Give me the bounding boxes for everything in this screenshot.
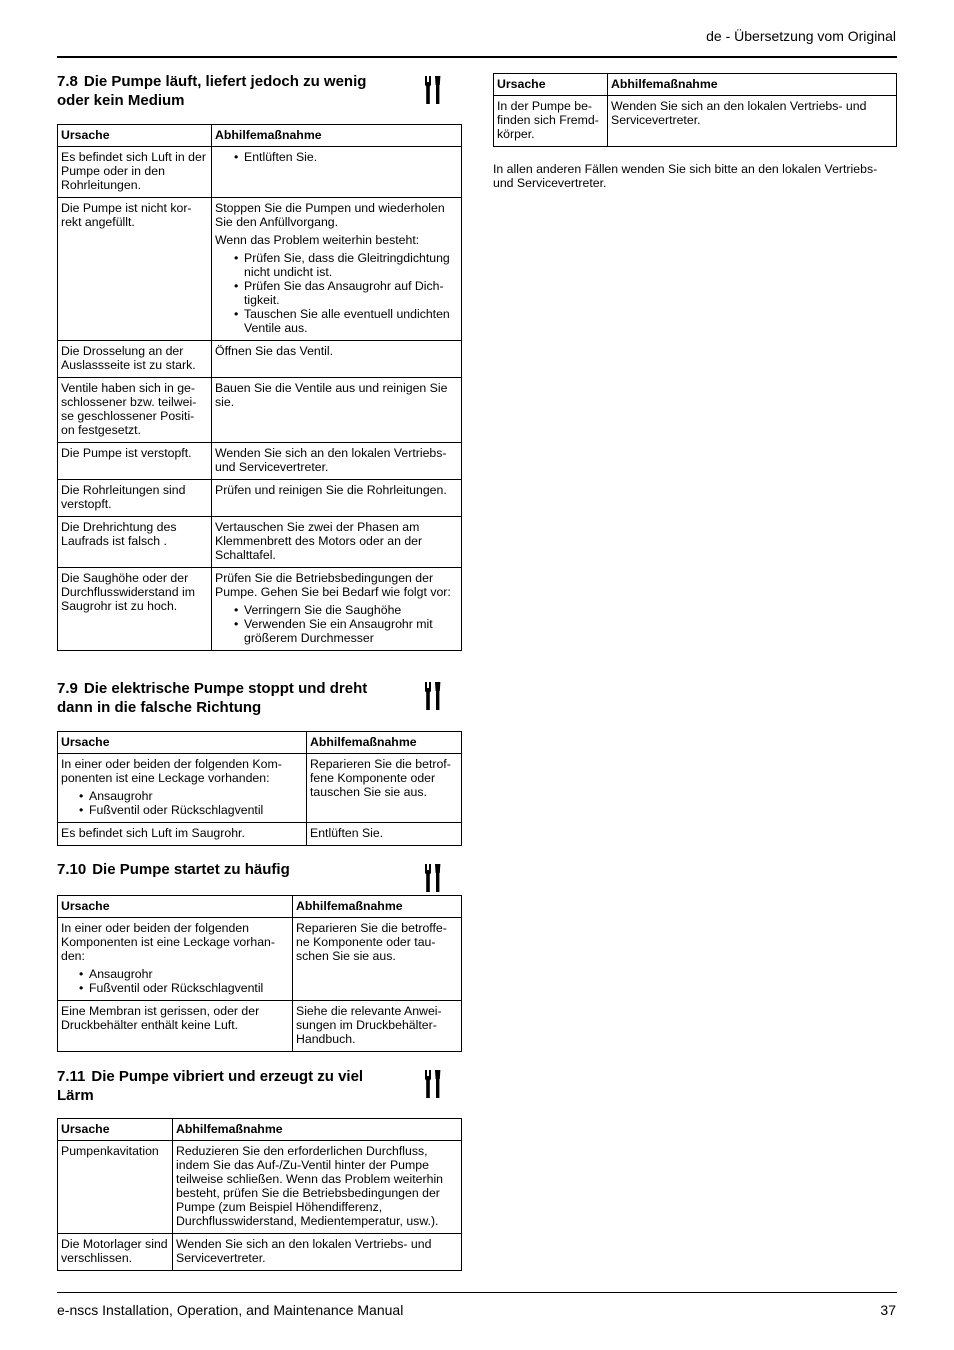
column-header-cause: Ursache <box>494 74 608 96</box>
cause-cell: Die Motorlager sind verschlissen. <box>58 1234 173 1271</box>
remedy-cell: Reduzieren Sie den erforderlichen Durchfluss, indem Sie das Auf-/Zu-Ventil hinter der Pumpe teilweise schließen. Wenn das Problem weiterhin besteht, prüfen Sie die Betriebsbedingungen der Pumpe (zum Beispiel Höhendifferenz, Durchflusswiderstand, Medientemperatur, usw.). <box>173 1141 462 1234</box>
troubleshooting-table-7-9 <box>57 731 462 846</box>
list-item: • Ansaugrohr <box>89 967 289 981</box>
table-header-row <box>58 1119 462 1141</box>
section-number: 7.11 <box>57 1068 86 1085</box>
list-item: • Entlüften Sie. <box>244 150 458 164</box>
column-header-remedy: Abhilfemaßnahme <box>212 125 462 147</box>
list-item: • Prüfen Sie, dass die Gleitringdichtung nicht undicht ist. <box>244 251 458 279</box>
column-header-cause: Ursache <box>58 732 307 754</box>
section-title-7-9 <box>57 679 402 717</box>
cause-cell: Es befindet sich Luft im Saugrohr. <box>58 823 307 846</box>
cause-cell: Pumpenkavitation <box>58 1141 173 1234</box>
table-row <box>58 443 462 480</box>
remedy-cell <box>212 147 462 198</box>
table-header-row <box>58 896 462 918</box>
remedy-cell: Bauen Sie die Ventile aus und reinigen Sie sie. <box>212 378 462 443</box>
footer-rule <box>57 1292 897 1293</box>
header-rule <box>57 56 897 58</box>
table-row <box>58 823 462 846</box>
remedy-cell: Entlüften Sie. <box>307 823 462 846</box>
cause-cell: Ventile haben sich in ge- schlossener bzw. teilwei- se geschlossener Positi- on festgesetzt. <box>58 378 212 443</box>
remedy-cell: Öffnen Sie das Ventil. <box>212 341 462 378</box>
cause-cell: Die Pumpe ist verstopft. <box>58 443 212 480</box>
table-row <box>58 198 462 341</box>
table-row <box>58 378 462 443</box>
wrench-screwdriver-icon <box>424 76 442 104</box>
list-item: • Prüfen Sie das Ansaugrohr auf Dich- tigkeit. <box>244 279 458 307</box>
section-title-text: Die elektrische Pumpe stoppt und dreht dann in die falsche Richtung <box>57 680 368 716</box>
remedy-list <box>215 251 458 335</box>
column-header-remedy: Abhilfemaßnahme <box>608 74 897 96</box>
remedy-cell <box>212 568 462 651</box>
wrench-screwdriver-icon <box>424 682 442 710</box>
column-header-remedy: Abhilfemaßnahme <box>293 896 462 918</box>
table-row <box>58 1001 462 1052</box>
page-number: 37 <box>880 1302 896 1318</box>
section-title-text: Die Pumpe startet zu häufig <box>92 861 290 878</box>
cause-cell: Die Drosselung an der Auslassseite ist zu stark. <box>58 341 212 378</box>
cause-cell: Es befindet sich Luft in der Pumpe oder in den Rohrleitungen. <box>58 147 212 198</box>
remedy-cell <box>212 198 462 341</box>
table-row <box>58 1141 462 1234</box>
table-row <box>58 147 462 198</box>
list-item: • Fußventil oder Rückschlagventil <box>89 803 303 817</box>
column-header-remedy: Abhilfemaßnahme <box>307 732 462 754</box>
cause-text: In einer oder beiden der folgenden Komponenten ist eine Leckage vorhan- den: <box>61 921 275 963</box>
remedy-cell: Wenden Sie sich an den lokalen Vertriebs- und Servicevertreter. <box>173 1234 462 1271</box>
troubleshooting-table-7-8 <box>57 124 462 651</box>
section-title-7-11 <box>57 1067 402 1105</box>
troubleshooting-table-continued <box>493 73 897 147</box>
table-row <box>58 517 462 568</box>
remedy-cell: Reparieren Sie die betrof- fene Komponente oder tauschen Sie sie aus. <box>307 754 462 823</box>
troubleshooting-table-7-11 <box>57 1118 462 1271</box>
column-header-cause: Ursache <box>58 1119 173 1141</box>
section-title-7-10 <box>57 860 402 879</box>
cause-list <box>61 789 303 817</box>
section-title-text: Die Pumpe vibriert und erzeugt zu viel Lärm <box>57 1068 364 1104</box>
column-header-cause: Ursache <box>58 896 293 918</box>
cause-list <box>61 967 289 995</box>
table-row <box>58 480 462 517</box>
list-item: • Ansaugrohr <box>89 789 303 803</box>
remedy-text: Prüfen Sie die Betriebsbedingungen der Pumpe. Gehen Sie bei Bedarf wie folgt vor: <box>215 571 451 599</box>
remedy-list <box>215 603 458 645</box>
column-header-cause: Ursache <box>58 125 212 147</box>
cause-cell: In der Pumpe be- finden sich Fremd- körper. <box>494 96 608 147</box>
cause-cell: Die Drehrichtung des Laufrads ist falsch . <box>58 517 212 568</box>
closing-note: In allen anderen Fällen wenden Sie sich bitte an den lokalen Vertriebs- und Servicevertreter. <box>493 162 878 190</box>
remedy-cell: Wenden Sie sich an den lokalen Vertriebs- und Servicevertreter. <box>608 96 897 147</box>
section-number: 7.10 <box>57 861 87 878</box>
section-title-text: Die Pumpe läuft, liefert jedoch zu wenig oder kein Medium <box>57 73 367 109</box>
section-title-7-8 <box>57 72 402 110</box>
cause-cell <box>58 918 293 1001</box>
remedy-cell: Wenden Sie sich an den lokalen Vertriebs- und Servicevertreter. <box>212 443 462 480</box>
remedy-text: Wenn das Problem weiterhin besteht: <box>215 233 420 247</box>
table-row <box>494 96 897 147</box>
cause-cell: Eine Membran ist gerissen, oder der Druckbehälter enthält keine Luft. <box>58 1001 293 1052</box>
remedy-text: Stoppen Sie die Pumpen und wiederholen Sie den Anfüllvorgang. <box>215 201 445 229</box>
cause-text: In einer oder beiden der folgenden Kom- ponenten ist eine Leckage vorhanden: <box>61 757 282 785</box>
header-text: de - Übersetzung vom Original <box>706 28 896 44</box>
wrench-screwdriver-icon <box>424 1070 442 1098</box>
footer-manual-title: e-nscs Installation, Operation, and Maintenance Manual <box>57 1302 404 1318</box>
cause-cell <box>58 754 307 823</box>
section-number: 7.8 <box>57 73 78 90</box>
section-number: 7.9 <box>57 680 78 697</box>
cause-cell: Die Rohrleitungen sind verstopft. <box>58 480 212 517</box>
list-item: • Tauschen Sie alle eventuell undichten Ventile aus. <box>244 307 458 335</box>
table-header-row <box>58 125 462 147</box>
table-row <box>58 754 462 823</box>
table-header-row <box>58 732 462 754</box>
remedy-list <box>215 150 458 164</box>
table-row <box>58 568 462 651</box>
table-row <box>58 341 462 378</box>
table-row <box>58 1234 462 1271</box>
remedy-cell: Reparieren Sie die betroffe- ne Komponente oder tau- schen Sie sie aus. <box>293 918 462 1001</box>
table-row <box>58 918 462 1001</box>
remedy-cell: Vertauschen Sie zwei der Phasen am Klemmenbrett des Motors oder an der Schalttafel. <box>212 517 462 568</box>
cause-cell: Die Saughöhe oder der Durchflusswiderstand im Saugrohr ist zu hoch. <box>58 568 212 651</box>
cause-cell: Die Pumpe ist nicht kor- rekt angefüllt. <box>58 198 212 341</box>
list-item: • Verwenden Sie ein Ansaugrohr mit größerem Durchmesser <box>244 617 458 645</box>
column-header-remedy: Abhilfemaßnahme <box>173 1119 462 1141</box>
list-item: • Fußventil oder Rückschlagventil <box>89 981 289 995</box>
wrench-screwdriver-icon <box>424 864 442 892</box>
remedy-cell: Siehe die relevante Anwei- sungen im Druckbehälter- Handbuch. <box>293 1001 462 1052</box>
remedy-cell: Prüfen und reinigen Sie die Rohrleitungen. <box>212 480 462 517</box>
troubleshooting-table-7-10 <box>57 895 462 1052</box>
list-item: • Verringern Sie die Saughöhe <box>244 603 458 617</box>
table-header-row <box>494 74 897 96</box>
